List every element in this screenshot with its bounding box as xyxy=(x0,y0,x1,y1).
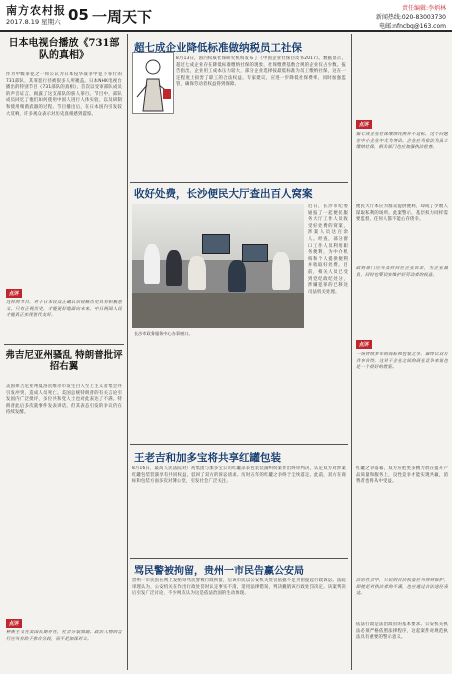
divider xyxy=(4,344,124,345)
article-body: 便民大厅本应为群众提供便利，却成了少数人谋取私利的场所。此案警示，基层权力同样需要监督，任何人都不能心存侥幸。 xyxy=(356,204,448,223)
article-body: 红罐之争落幕，双方应把更多精力放在提升产品质量和服务上，良性竞争才能实现共赢，消费者也将从中受益。 xyxy=(356,466,448,485)
comment-body: 法治社会中，公民的合法权益应当得到保护，即使是对执法者的不满，也应通过合法途径表达。 xyxy=(356,578,448,597)
article-body: 作为甲级罪犯之一和公认为日本侵华战争中犯下罪行的731部队，其罪恶行径被很多人所掩盖。日本NHK电视台播出的特别节目《731部队的真相》，首次以受审部队成员的声音证言，揭露了这支部队的骇人罪行。节目中，部队成员回忆了他们如何使用中国人进行人体实验，以及研制和使用细菌武器的过程。节目播出后，在日本国内引发较大反响，许多观众表示对历史真相感到震惊。 xyxy=(6,72,122,117)
article-body: 近日，长沙市纪委通报了一起便民服务大厅工作人员收受好处费的窝案，涉案人员达百余人。经查，部分窗口工作人员利用职务便利，为中介机构和个人提供便利并收取好处费。目前，相关人员已受到党纪政纪处分，涉嫌犯罪的已移送司法机关处理。 xyxy=(308,204,348,295)
divider xyxy=(130,444,348,445)
center-column xyxy=(130,34,348,670)
comment-tag: 点评 xyxy=(356,120,372,129)
column-divider xyxy=(127,34,128,670)
comment-tag: 点评 xyxy=(6,289,22,298)
section-title: 一周天下 xyxy=(92,8,153,26)
article-headline: 王老吉和加多宝将共享红罐包装 xyxy=(134,452,281,464)
right-column xyxy=(354,34,450,670)
article-headline: 收好处费，长沙便民大厅查出百人窝案 xyxy=(134,188,313,200)
comment-body: 据七成企业社保缴纳比例并不达标，这个问题在中小企业中尤为突出。企业应当依法为员工缴纳社保，相关部门也应加强执法检查。 xyxy=(356,132,448,151)
comment-tag: 点评 xyxy=(6,619,22,628)
cartoon-illustration xyxy=(132,52,174,114)
page-header xyxy=(0,0,452,32)
article-headline: 骂民警被拘留，贵州一市民告赢公安局 xyxy=(134,566,304,577)
photo-caption: 长沙市政务服务中心办事窗口。 xyxy=(134,331,193,336)
comment-body: 一场持续多年的商标和包装之争，最终以双方共享告终，这对于企业之间的商业竞争来说也是一个很好的借鉴。 xyxy=(356,352,448,371)
comment-tag: 点评 xyxy=(356,340,372,349)
article-headline: 弗吉尼亚州骚乱 特朗普批评招右翼 xyxy=(5,350,123,373)
article-body: 依法行政是法治政府的基本要求。公安机关执法必须严格依照法律程序，这起案件对规范执法具有重要的警示意义。 xyxy=(356,622,448,641)
article-body: 贵州一市民因在网上发帖辱骂民警被行政拘留，后该市民以公安机关处罚依据不足为由提起行政诉讼。法院审理认为，公安机关在作出行政处罚时认定事实不清，适用法律错误，判决撤销该行政处罚决定。该案判决后引发广泛讨论，不少网友认为这是依法治国的生动体现。 xyxy=(132,578,346,597)
article-headline: 日本电视台播放《731部队的真相》 xyxy=(8,38,120,61)
hotline: 新闻热线:020-83003730 xyxy=(375,14,446,21)
divider xyxy=(130,182,348,183)
column-divider xyxy=(351,34,352,670)
comment-body: 种族主义在美国长期存在，社会分裂加剧。政治人物的言行应当有助于弥合分歧，而不是加深对立。 xyxy=(6,630,122,642)
left-column xyxy=(4,34,124,670)
article-headline: 超七成企业降低标准做纳税员工社保 xyxy=(134,42,302,54)
comment-body: 政府部门应当及时回应企业诉求，为企业减负，同时也要切实维护好劳动者的权益。 xyxy=(356,266,448,278)
article-body: 美国弗吉尼亚州夏洛茨维尔市发生白人至上主义者集会并引发冲突，造成人员死亡。美国总统特朗普的有关言论引发国内广泛批评，多位共和党人士也对此表达了不满。特朗普此后多次就事件发表讲话，但其表态引发的争议仍在持续发酵。 xyxy=(6,384,122,416)
comment-body: 这样的节目，对于日本民众正确认识侵略历史具有积极意义。只有正视历史，才能更好地面向未来，中日两国人民才能真正实现世代友好。 xyxy=(6,300,122,319)
email: 电邮:nfncbq@163.com xyxy=(379,23,446,30)
article-body: 8月13日，国内权威社保研究机构发布了《中国企业社保白皮书2017》。数据显示，超过七成企业存在降低标准缴纳社保的现象，社保缴费基数合规的企业仅占少数。报告指出，企业用工成本压力较大，部分企业选择按最低标准为员工缴纳社保，这在一定程度上损害了职工的合法权益。专家建议，应进一步降低社保费率，同时加强监管，确保劳动者权益得到保障。 xyxy=(176,56,346,88)
issue-date: 2017.8.19 星期六 xyxy=(6,18,61,26)
article-body: 8月16日，最高人民法院对广药集团与加多宝公司红罐凉茶包装装潢纠纷案作出终审判决，认定双方对涉案红罐包装装潢享有共同权益，驳回了双方的诉讼请求。历时五年的红罐之争终于尘埃落定。此前，双方在商标和包装方面多次对簿公堂，引发社会广泛关注。 xyxy=(132,466,346,485)
cartoon-figure-icon xyxy=(133,53,173,113)
contact-info xyxy=(376,4,446,31)
divider xyxy=(130,558,348,559)
page-number: 05 xyxy=(68,6,89,24)
newspaper-logo: 南方农村报 xyxy=(6,4,66,17)
editor-line: 责任编辑:李炳林 xyxy=(401,5,446,12)
news-photo xyxy=(132,204,304,328)
